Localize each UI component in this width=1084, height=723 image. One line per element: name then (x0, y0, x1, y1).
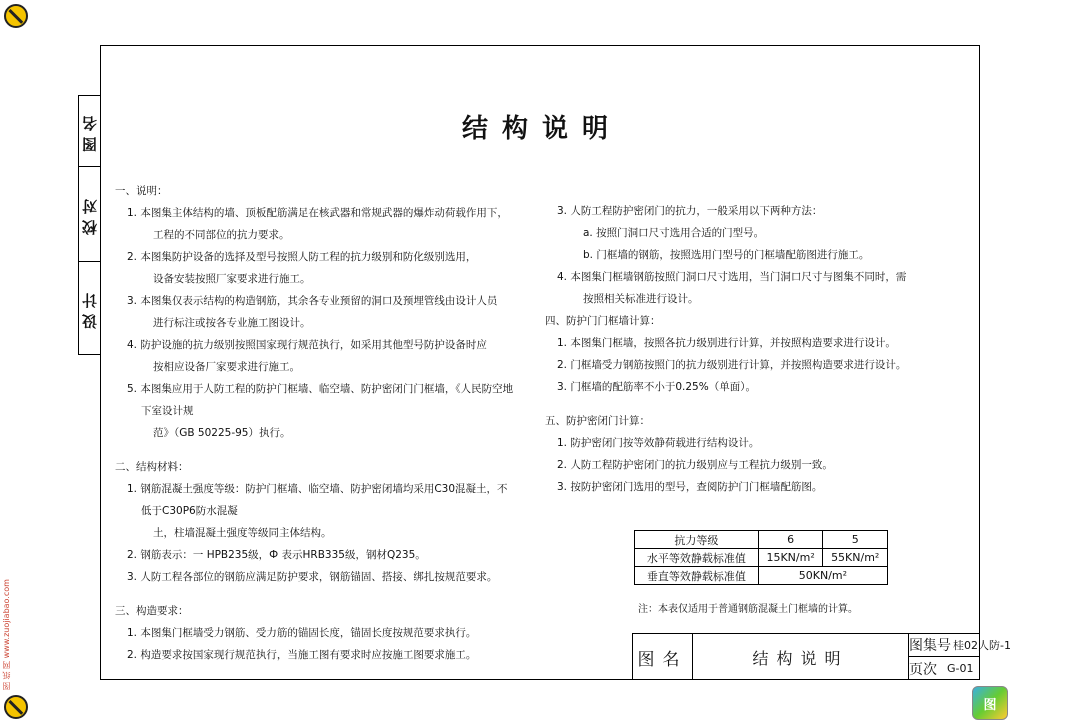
watermark-text: 图 纸 网 www.zuojiabao.com (2, 579, 11, 690)
strip-cell-design (79, 261, 100, 355)
strip-check: 校对 (81, 192, 99, 235)
table-cell: 50KN/m² (758, 567, 887, 585)
list-item: 5. 本图集应用于人防工程的防护门框墙、临空墙、防护密闭门门框墙，《人民防空地下室设计规 (127, 383, 514, 417)
tb-page-row (909, 657, 980, 680)
left-column (115, 180, 515, 666)
section-heading: 三、构造要求： (115, 605, 189, 617)
list-item-cont: 进行标注或按各专业施工图设计。 (153, 317, 311, 329)
section-heading: 五、防护密闭门计算： (545, 415, 650, 427)
list-item: 1. 本图集门框墙受力钢筋、受力筋的锚固长度，锚固长度按规范要求执行。 (127, 627, 477, 639)
page-title: 结构说明 (461, 114, 622, 144)
list-item-cont: 按照相关标准进行设计。 (583, 293, 699, 305)
right-column (545, 200, 945, 498)
section-heading: 四、防护门门框墙计算： (545, 315, 661, 327)
list-item: 3. 按防护密闭门选用的型号，查阅防护门门框墙配筋图。 (557, 481, 823, 493)
table-cell: 55KN/m² (823, 549, 888, 567)
list-item-cont: 范》（GB 50225-95）执行。 (153, 427, 291, 439)
list-item: 2. 钢筋表示：一 HPB235级，Ф 表示HRB335级，钢材Q235。 (127, 549, 426, 561)
strip-cell-check (79, 166, 100, 262)
list-item: 3. 本图集仅表示结构的构造钢筋，其余各专业预留的洞口及预埋管线由设计人员 (127, 295, 498, 307)
app-logo-icon: 图 (972, 686, 1008, 720)
list-item: 4. 防护设施的抗力级别按照国家现行规范执行，如采用其他型号防护设备时应 (127, 339, 487, 351)
list-item: 3. 门框墙的配筋率不小于0.25%（单面）。 (557, 381, 756, 393)
tb-atlas-value: 桂02人防-1 (953, 639, 1011, 652)
list-item: 1. 本图集门框墙，按照各抗力级别进行计算，并按照构造要求进行设计。 (557, 337, 896, 349)
table-row (635, 549, 888, 567)
list-item: 2. 本图集防护设备的选择及型号按照人防工程的抗力级别和防化级别选用， (127, 251, 477, 263)
tb-drawing-name: 结构说明 (693, 634, 909, 680)
section-heading: 一、说明： (115, 185, 168, 197)
section-heading: 二、结构材料： (115, 461, 189, 473)
list-item: 3. 人防工程防护密闭门的抗力，一般采用以下两种方法： (557, 205, 823, 217)
table-row (635, 531, 888, 549)
table-cell: 5 (823, 531, 888, 549)
list-item: 1. 本图集主体结构的墙、顶板配筋满足在核武器和常规武器的爆炸动荷载作用下， (127, 207, 508, 219)
list-item-cont: 工程的不同部位的抗力要求。 (153, 229, 290, 241)
list-subitem: a. 按照门洞口尺寸选用合适的门型号。 (583, 227, 765, 239)
list-item: 2. 构造要求按国家现行规范执行，当施工图有要求时应按施工图要求施工。 (127, 649, 477, 661)
list-item: 1. 钢筋混凝土强度等级：防护门框墙、临空墙、防护密闭墙均采用C30混凝土，不低于C30P6防水混凝 (127, 483, 508, 517)
list-item: 4. 本图集门框墙钢筋按照门洞口尺寸选用，当门洞口尺寸与图集不同时，需 (557, 271, 907, 283)
tb-atlas-row (909, 634, 1011, 657)
strip-design: 设计 (81, 287, 99, 329)
list-item: 1. 防护密闭门按等效静荷载进行结构设计。 (557, 437, 760, 449)
tb-atlas-label: 图集号 (909, 638, 951, 654)
tb-page-value: G-01 (947, 662, 974, 675)
table-row (635, 567, 888, 585)
table-cell: 水平等效静载标准值 (635, 549, 759, 567)
list-item: 2. 人防工程防护密闭门的抗力级别应与工程抗力级别一致。 (557, 459, 833, 471)
list-item: 2. 门框墙受力钢筋按照门的抗力级别进行计算，并按照构造要求进行设计。 (557, 359, 907, 371)
table-cell: 抗力等级 (635, 531, 759, 549)
list-item: 3. 人防工程各部位的钢筋应满足防护要求，钢筋锚固、搭接、绑扎按规范要求。 (127, 571, 498, 583)
tb-page-label: 页次 (909, 661, 937, 678)
tb-drawing-name-label: 图名 (633, 634, 693, 680)
no-entry-icon (4, 695, 28, 719)
no-entry-icon (4, 4, 28, 28)
list-item-cont: 设备安装按照厂家要求进行施工。 (153, 273, 311, 285)
list-item-cont: 按相应设备厂家要求进行施工。 (153, 361, 300, 373)
table-cell: 15KN/m² (758, 549, 823, 567)
load-table (634, 530, 888, 585)
table-cell: 垂直等效静载标准值 (635, 567, 759, 585)
list-subitem: b. 门框墙的钢筋，按照选用门型号的门框墙配筋图进行施工。 (583, 249, 870, 261)
list-item-cont: 土，柱墙混凝土强度等级同主体结构。 (153, 527, 332, 539)
title-block (632, 633, 1011, 679)
strip-name: 图名 (81, 110, 99, 152)
table-note: 注：本表仅适用于普通钢筋混凝土门框墙的计算。 (638, 604, 858, 615)
table-cell: 6 (758, 531, 823, 549)
